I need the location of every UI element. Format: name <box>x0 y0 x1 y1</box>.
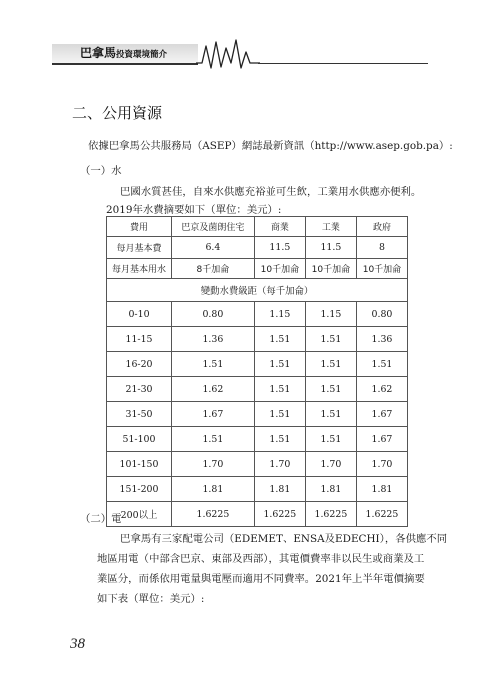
table-cell: 每月基本用水 <box>107 259 172 279</box>
table-cell: 1.15 <box>254 302 305 327</box>
table-cell: 1.81 <box>305 477 356 502</box>
table-cell: 8千加侖 <box>172 259 255 279</box>
table-cell: 1.67 <box>356 427 407 452</box>
table-cell: 1.36 <box>356 327 407 352</box>
table-cell: 1.67 <box>356 402 407 427</box>
water-table-caption: 2019年水費摘要如下（單位：美元）: <box>106 204 282 216</box>
page-number: 38 <box>70 636 85 652</box>
electricity-line: 業區分，而係依用電量與電壓而適用不同費率。2021年上半年電價摘要 <box>97 573 425 585</box>
header-title-main: 巴拿馬 <box>80 46 117 60</box>
table-cell: 1.70 <box>254 452 305 477</box>
table-cell: 10千加侖 <box>305 259 356 279</box>
electricity-heading: （二）電 <box>80 513 122 525</box>
table-cell: 1.70 <box>305 452 356 477</box>
table-cell: 1.51 <box>356 352 407 377</box>
table-cell: 1.51 <box>172 352 255 377</box>
table-cell: 151-200 <box>107 477 172 502</box>
intro-paragraph: 依據巴拿馬公共服務局（ASEP）網誌最新資訊（http://www.asep.gob.pa）: <box>88 140 453 152</box>
table-cell: 200以上 <box>107 502 172 527</box>
section-title: 二、公用資源 <box>72 104 163 122</box>
table-row <box>107 352 408 377</box>
table-cell: 8 <box>356 237 407 259</box>
table-cell: 1.67 <box>172 402 255 427</box>
table-cell: 0.80 <box>172 302 255 327</box>
table-row-base-fee <box>107 237 408 259</box>
table-row-base-usage <box>107 259 408 279</box>
table-cell: 1.81 <box>356 477 407 502</box>
table-cell: 16-20 <box>107 352 172 377</box>
table-cell: 1.51 <box>305 402 356 427</box>
table-cell: 每月基本費 <box>107 237 172 259</box>
table-header-cell: 巴京及菌朗住宅 <box>172 217 255 237</box>
water-fee-table <box>106 216 408 527</box>
electricity-line: 地區用電（中部含巴京、東部及西部），其電價費率非以民生或商業及工 <box>97 553 425 565</box>
table-cell: 1.70 <box>172 452 255 477</box>
table-cell: 1.6225 <box>305 502 356 527</box>
table-cell: 1.6225 <box>356 502 407 527</box>
table-cell: 6.4 <box>172 237 255 259</box>
table-header-cell: 費用 <box>107 217 172 237</box>
table-row <box>107 377 408 402</box>
table-cell: 31-50 <box>107 402 172 427</box>
table-cell: 1.51 <box>305 327 356 352</box>
table-cell: 11.5 <box>305 237 356 259</box>
table-row <box>107 427 408 452</box>
header-rule <box>258 63 428 64</box>
water-heading: （一）水 <box>80 165 122 177</box>
table-cell: 0-10 <box>107 302 172 327</box>
table-cell: 1.15 <box>305 302 356 327</box>
table-cell: 101-150 <box>107 452 172 477</box>
table-header-cell: 商業 <box>254 217 305 237</box>
table-row <box>107 452 408 477</box>
table-cell: 1.51 <box>254 327 305 352</box>
table-row <box>107 477 408 502</box>
table-header-row <box>107 217 408 237</box>
table-row <box>107 302 408 327</box>
table-row <box>107 327 408 352</box>
electricity-line: 巴拿馬有三家配電公司（EDEMET、ENSA及EDECHI），各供應不同 <box>120 533 448 545</box>
table-cell: 1.51 <box>305 352 356 377</box>
table-cell: 1.51 <box>172 427 255 452</box>
table-cell: 21-30 <box>107 377 172 402</box>
table-subheader-cell: 變動水費級距（每千加侖） <box>107 279 408 302</box>
table-cell: 1.81 <box>172 477 255 502</box>
table-cell: 10千加侖 <box>254 259 305 279</box>
table-row <box>107 402 408 427</box>
header-title <box>80 44 167 65</box>
table-cell: 1.70 <box>356 452 407 477</box>
table-cell: 1.51 <box>254 427 305 452</box>
table-cell: 1.51 <box>254 377 305 402</box>
table-cell: 1.62 <box>356 377 407 402</box>
header-title-sub: 投資環境簡介 <box>116 50 168 60</box>
table-cell: 0.80 <box>356 302 407 327</box>
table-cell: 1.81 <box>254 477 305 502</box>
page-header <box>0 0 480 80</box>
table-header-cell: 政府 <box>356 217 407 237</box>
table-cell: 1.6225 <box>254 502 305 527</box>
table-subheader-row <box>107 279 408 302</box>
water-description: 巴國水質甚佳，自來水供應充裕並可生飲，工業用水供應亦便利。 <box>120 186 422 198</box>
table-row <box>107 502 408 527</box>
table-cell: 11.5 <box>254 237 305 259</box>
heartbeat-line-icon <box>196 38 260 72</box>
table-cell: 1.62 <box>172 377 255 402</box>
table-cell: 1.51 <box>305 377 356 402</box>
table-cell: 1.6225 <box>172 502 255 527</box>
table-cell: 51-100 <box>107 427 172 452</box>
electricity-line: 如下表（單位：美元）: <box>97 593 205 605</box>
table-cell: 1.51 <box>305 427 356 452</box>
table-cell: 1.51 <box>254 352 305 377</box>
table-header-cell: 工業 <box>305 217 356 237</box>
table-cell: 11-15 <box>107 327 172 352</box>
table-cell: 1.51 <box>254 402 305 427</box>
table-cell: 1.36 <box>172 327 255 352</box>
table-cell: 10千加侖 <box>356 259 407 279</box>
